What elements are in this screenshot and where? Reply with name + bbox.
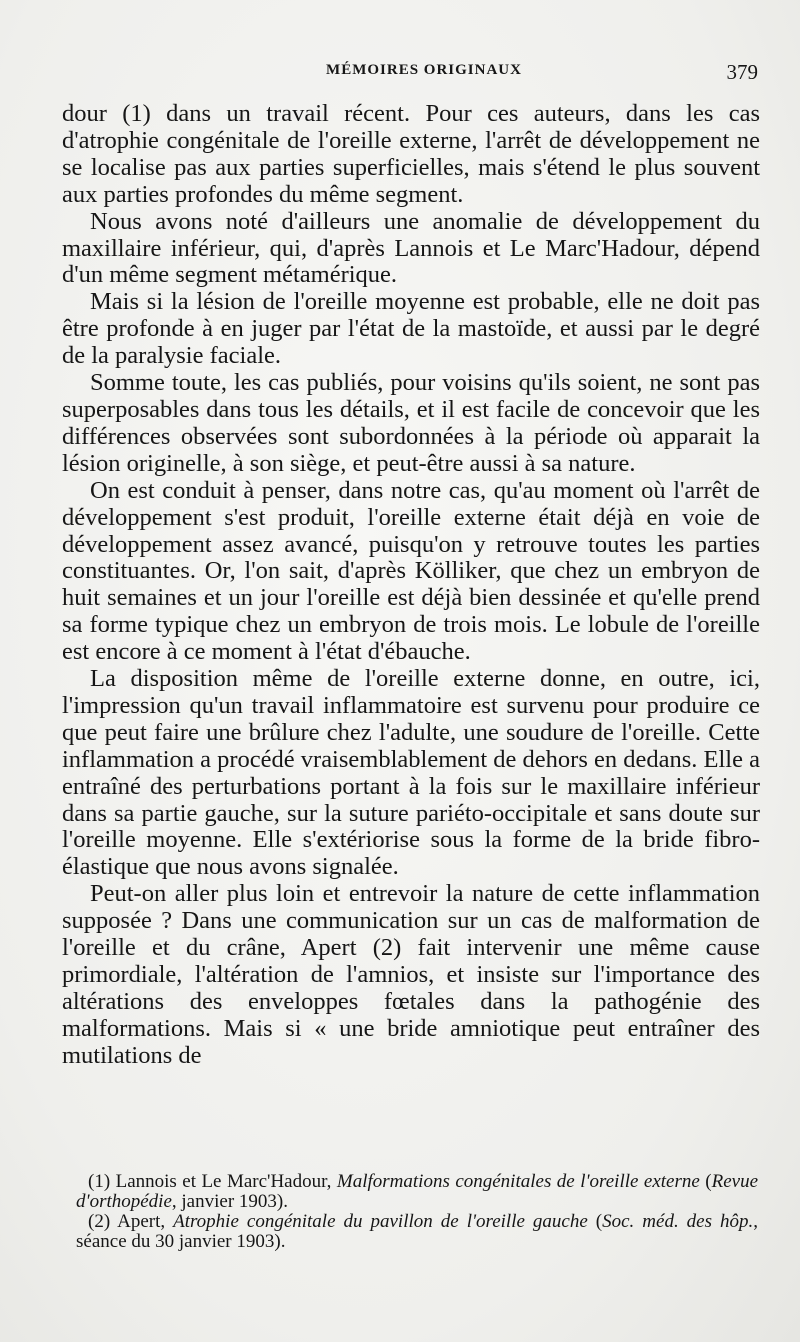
paragraph-continued: dour (1) dans un travail récent. Pour ces auteurs, dans les cas d'atrophie congénitale de l'oreille externe, l'arrêt de développement ne se localise pas aux parties superficielles, mais s'étend le plus souvent aux parties profondes du même segment. bbox=[62, 100, 760, 208]
paragraph: On est conduit à penser, dans notre cas, qu'au moment où l'arrêt de développement s'est produit, l'oreille externe était déjà en voie de développement assez avancé, puisqu'on y retrouve toutes les parties constituantes. Or, l'on sait, d'après Kölliker, que chez un embryon de huit semaines et un jour l'oreille est déjà bien dessinée et qu'elle prend sa forme typique chez un embryon de trois mois. Le lobule de l'oreille est encore à ce moment à l'état d'ébauche. bbox=[62, 476, 760, 666]
footnote-text: , janvier 1903). bbox=[171, 1191, 288, 1212]
main-text bbox=[62, 101, 760, 1070]
footnote-title: Atrophie congénitale du pavillon de l'oreille gauche bbox=[173, 1211, 588, 1232]
paragraph: Mais si la lésion de l'oreille moyenne est probable, elle ne doit pas être profonde à en juger par l'état de la mastoïde, et aussi par le degré de la paralysie faciale. bbox=[62, 288, 760, 370]
footnote-journal: Soc. méd. des hôp. bbox=[602, 1211, 754, 1232]
footnote-1 bbox=[76, 1172, 758, 1212]
footnote-title: Malformations congénitales de l'oreille externe bbox=[336, 1171, 700, 1192]
footnote-text: , séance du 30 janvier 1903). bbox=[76, 1211, 758, 1252]
page-number: 379 bbox=[726, 60, 758, 84]
paragraph: Peut-on aller plus loin et entrevoir la nature de cette inflammation supposée ? Dans une communication sur un cas de malformation de l'oreille et du crâne, Apert (2) fait intervenir une même cause primordiale, l'altération de l'amnios, et insiste sur l'importance des altérations des enveloppes fœtales dans la pathogénie des malformations. Mais si « une bride amniotique peut entraîner des mutilations de bbox=[62, 880, 760, 1069]
paragraph: Somme toute, les cas publiés, pour voisins qu'ils soient, ne sont pas superposables dans tous les détails, et il est facile de concevoir que les différences observées sont subordonnées à la période où apparait la lésion originelle, à son siège, et peut-être aussi à sa nature. bbox=[62, 369, 760, 477]
footnote-text: ( bbox=[587, 1211, 603, 1232]
footnote-text: (2) Apert, bbox=[88, 1211, 174, 1232]
footnotes bbox=[76, 1172, 758, 1252]
footnote-2 bbox=[76, 1212, 758, 1252]
running-header bbox=[90, 62, 758, 86]
footnote-text: (1) Lannois et Le Marc'Hadour, bbox=[88, 1171, 337, 1192]
paragraph: La disposition même de l'oreille externe donne, en outre, ici, l'impression qu'un travail inflammatoire est survenu pour produire ce que peut faire une brûlure chez l'adulte, une soudure de l'oreille. Cette inflammation a procédé vraisemblablement de dehors en dedans. Elle a entraîné des perturbations portant à la fois sur le maxillaire inférieur dans sa partie gauche, sur la suture pariéto-occipitale et sans doute sur l'oreille moyenne. Elle s'extériorise sous la forme de la bride fibro-élastique que nous avons signalée. bbox=[62, 665, 760, 881]
footnote-text: ( bbox=[699, 1171, 712, 1192]
footnote-journal: Revue d'orthopédie bbox=[76, 1171, 759, 1212]
paragraph: Nous avons noté d'ailleurs une anomalie de développement du maxillaire inférieur, qui, d'après Lannois et Le Marc'Hadour, dépend d'un même segment métamérique. bbox=[62, 207, 760, 289]
running-header-title: MÉMOIRES ORIGINAUX bbox=[326, 62, 522, 78]
